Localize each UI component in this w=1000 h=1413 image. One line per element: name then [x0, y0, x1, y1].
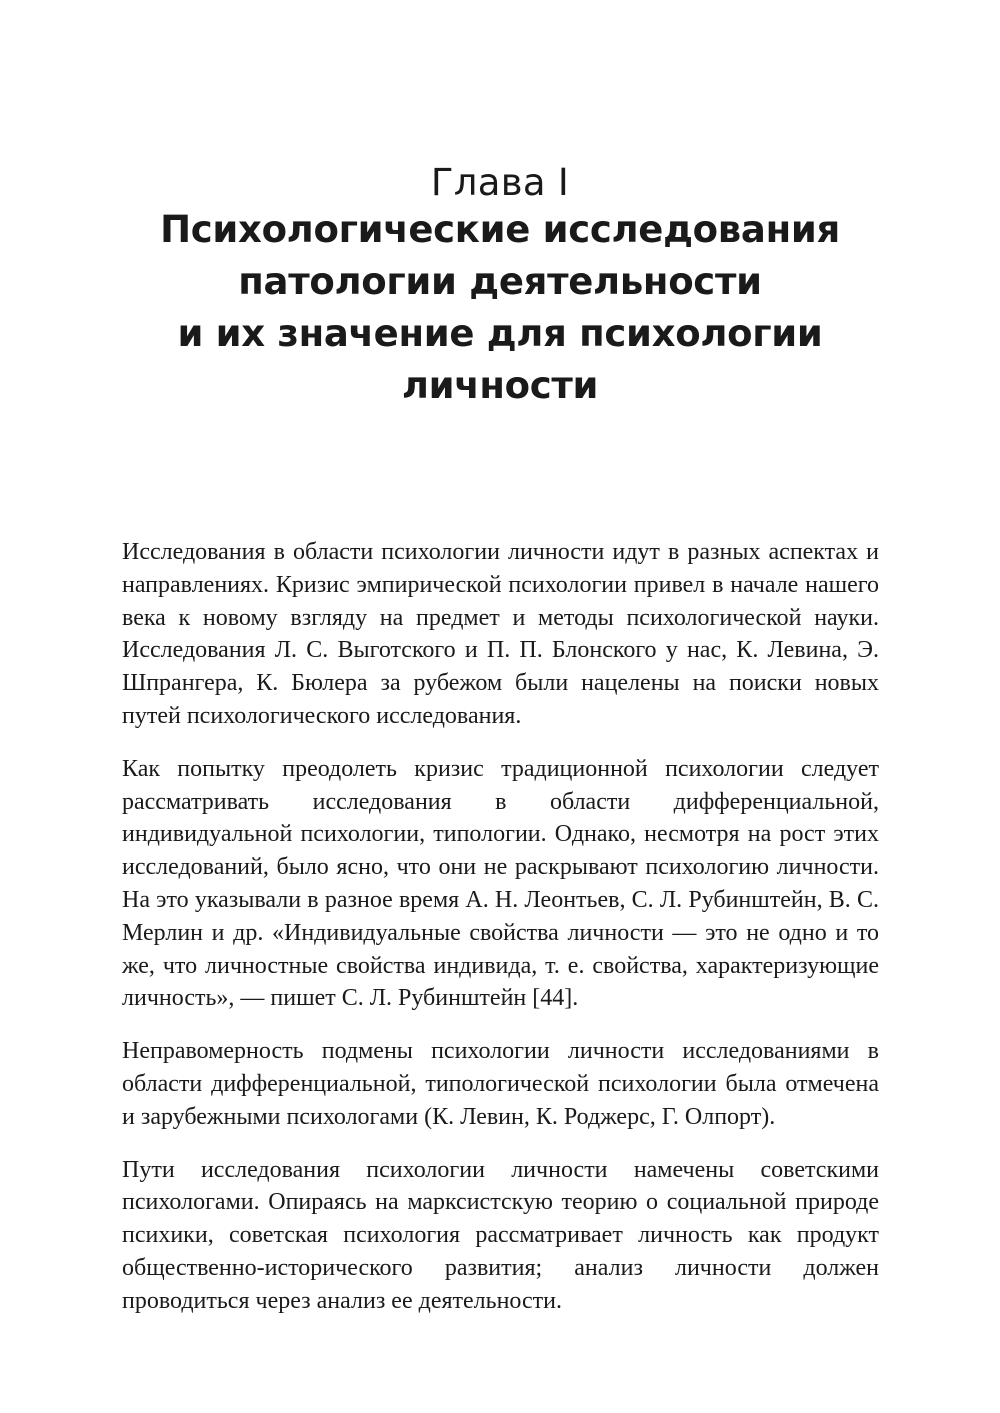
chapter-title-line: и их значение для психологии	[177, 312, 823, 355]
chapter-label: Глава I	[430, 161, 570, 204]
chapter-title-line: патологии деятельности	[238, 260, 762, 303]
chapter-title	[100, 204, 900, 412]
paragraph: Как попытку преодолеть кризис традиционной психологии следует рассматривать исследования в области дифференциальной, индивидуальной психологии, типологии. Однако, несмотря на рост этих исследований, было ясно, что они не раскрывают психологию личности. На это указывали в разное время А. Н. Леонтьев, С. Л. Рубинштейн, В. С. Мерлин и др. «Индивидуальные свойства личности — это не одно и то же, что личностные свойства индивида, т. е. свойства, характеризующие личность», — пишет С. Л. Рубинштейн [44].	[122, 755, 879, 1012]
paragraph: Пути исследования психологии личности намечены советскими психологами. Опираясь на марксистскую теорию о социальной природе психики, советская психология рассматривает личность как продукт общественно-исторического развития; анализ личности должен проводиться через анализ ее деятельности.	[122, 1156, 879, 1314]
chapter-title-line: Психологические исследования	[160, 208, 840, 251]
paragraph: Неправомерность подмены психологии личности исследованиями в области дифференциальной, типологической психологии была отмечена и зарубежными психологами (К. Левин, К. Роджерс, Г. Олпорт).	[122, 1038, 879, 1130]
chapter-title-line: личности	[401, 364, 599, 407]
body-text	[122, 536, 879, 1338]
paragraph: Исследования в области психологии личности идут в разных аспектах и направлениях. Кризис эмпирической психологии привел в начале нашего века к новому взгляду на предмет и методы психологической науки. Исследования Л. С. Выготского и П. П. Блонского у нас, К. Левина, Э. Шпрангера, К. Бюлера за рубежом были нацелены на поиски новых путей психологического исследования.	[122, 539, 879, 729]
